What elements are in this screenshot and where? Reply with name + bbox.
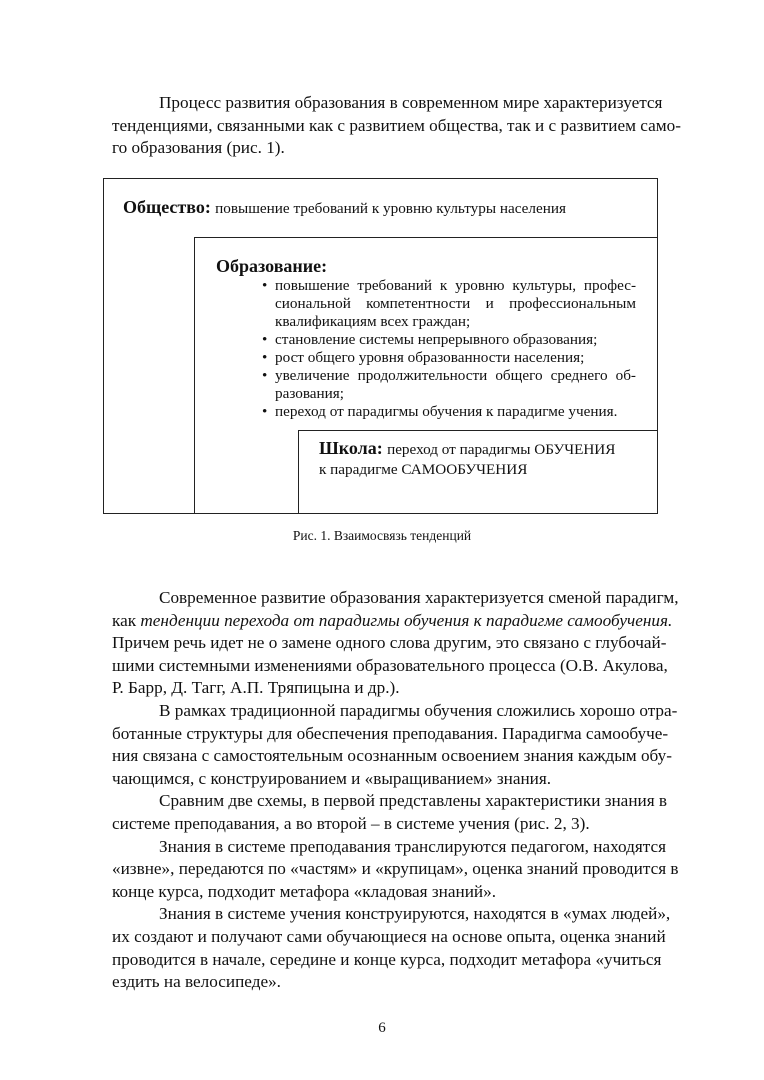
figure-caption: Рис. 1. Взаимосвязь тенденций bbox=[292, 528, 472, 543]
text-line: чающимся, с конструированием и «выращиванием» знания. bbox=[112, 768, 552, 788]
school-text: переход от парадигмы ОБУЧЕНИЯ bbox=[387, 441, 616, 458]
text-line: конце курса, подходит метафора «кладовая знаний». bbox=[112, 881, 496, 901]
text-line: В рамках традиционной парадигмы обучения сложились хорошо отра- bbox=[159, 700, 678, 720]
education-list bbox=[262, 277, 636, 421]
text-line: Р. Барр, Д. Тагг, А.П. Тряпицына и др.). bbox=[112, 678, 400, 698]
education-title: Образование: bbox=[216, 256, 328, 276]
text-line: Современное развитие образования характеризуется сменой парадигм, bbox=[159, 588, 679, 607]
text-line: Процесс развития образования в современном мире характеризуется bbox=[159, 93, 663, 112]
text-line: тенденциями, связанными как с развитием общества, так и с развитием само- bbox=[112, 115, 681, 135]
text-line: шими системными изменениями образовательного процесса (О.В. Акулова, bbox=[112, 655, 668, 675]
text-line: Знания в системе учения конструируются, находятся в «умах людей», bbox=[159, 904, 671, 924]
society-text: повышение требований к уровню культуры населения bbox=[215, 200, 566, 217]
text-line: Сравним две схемы, в первой представлены характеристики знания в bbox=[159, 791, 668, 811]
list-item: • рост общего уровня образованности населения; bbox=[262, 349, 636, 367]
list-item: • повышение требований к уровню культуры, профес-сиональной компетентности и профессиональным квалификациям всех граждан; bbox=[262, 277, 636, 331]
list-item: • становление системы непрерывного образования; bbox=[262, 331, 636, 349]
school-text: к парадигме САМООБУЧЕНИЯ bbox=[319, 461, 528, 478]
body-text bbox=[112, 587, 679, 994]
list-item: • увеличение продолжительности общего среднего об-разования; bbox=[262, 367, 636, 403]
society-label bbox=[123, 197, 566, 218]
school-label bbox=[319, 439, 615, 479]
text-line: ботанные структуры для обеспечения преподавания. Парадигма самообуче- bbox=[112, 723, 669, 743]
text-line: системе преподавания, а во второй – в системе учения (рис. 2, 3). bbox=[112, 813, 590, 833]
text-line: их создают и получают сами обучающиеся на основе опыта, оценка знаний bbox=[112, 926, 666, 946]
page-number: 6 bbox=[378, 1020, 386, 1036]
text-line: Знания в системе преподавания транслируются педагогом, находятся bbox=[159, 836, 667, 856]
society-title: Общество: bbox=[123, 197, 211, 217]
text-line: го образования (рис. 1). bbox=[112, 138, 285, 158]
text-line: проводится в начале, середине и конце курса, подходит метафора «учиться bbox=[112, 949, 662, 969]
school-title: Школа: bbox=[319, 438, 383, 458]
text-line: ния связана с самостоятельным осознанным освоением знания каждым обу- bbox=[112, 746, 672, 766]
list-item: • переход от парадигмы обучения к парадигме учения. bbox=[262, 403, 636, 421]
text-line: Причем речь идет не о замене одного слова другим, это связано с глубочай- bbox=[112, 633, 667, 653]
text-line: как тенденции перехода от парадигмы обучения к парадигме самообучения. bbox=[112, 610, 673, 630]
text-line: ездить на велосипеде». bbox=[112, 972, 281, 992]
text-line: «извне», передаются по «частям» и «крупицам», оценка знаний проводится в bbox=[112, 859, 679, 879]
intro-paragraph bbox=[112, 92, 681, 160]
